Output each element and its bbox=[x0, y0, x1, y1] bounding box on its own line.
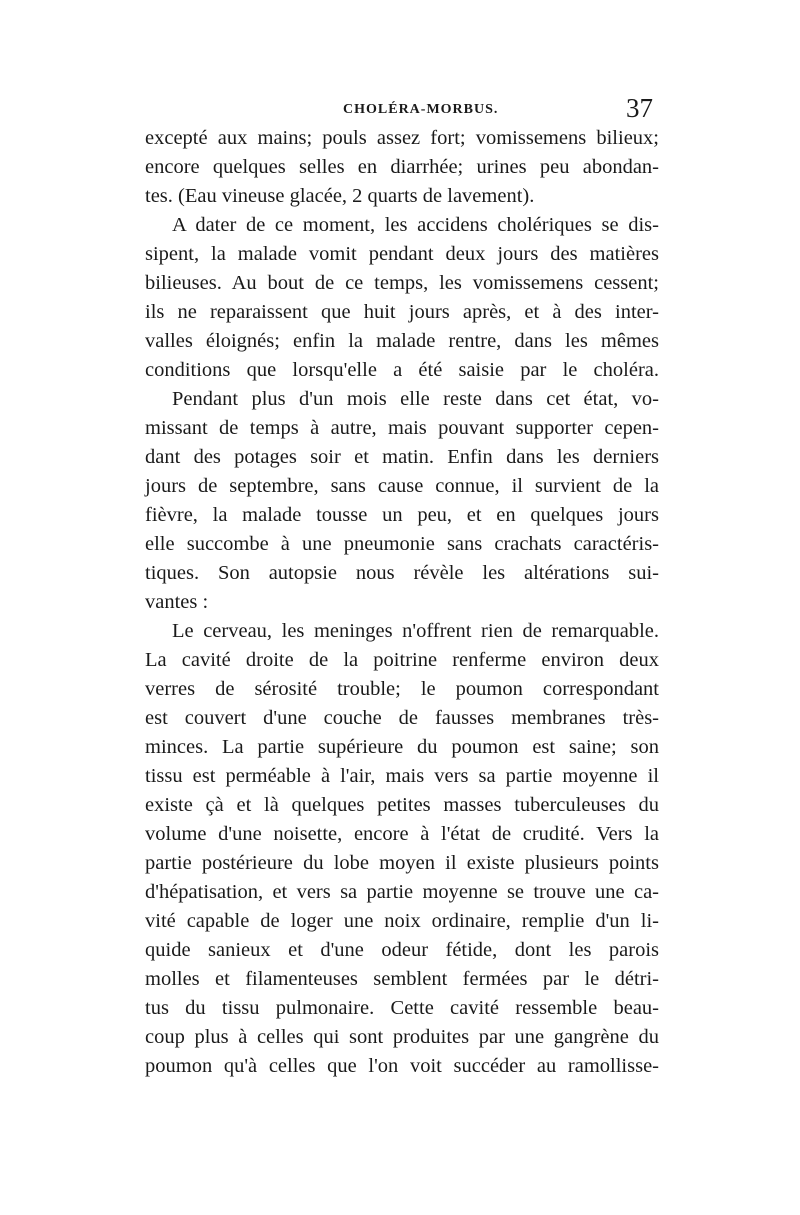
text-line: tes. (Eau vineuse glacée, 2 quarts de lavement). bbox=[145, 185, 535, 207]
text-line: tus du tissu pulmonaire. Cette cavité ressemble beau- bbox=[145, 997, 659, 1019]
text-line: dant des potages soir et matin. Enfin dans les derniers bbox=[145, 446, 659, 468]
text-line: volume d'une noisette, encore à l'état de crudité. Vers la bbox=[145, 823, 659, 845]
text-line: verres de sérosité trouble; le poumon correspondant bbox=[145, 678, 659, 700]
running-head-title: CHOLÉRA-MORBUS. bbox=[343, 102, 499, 117]
text-line: jours de septembre, sans cause connue, il survient de la bbox=[145, 475, 659, 497]
text-line: ils ne reparaissent que huit jours après, et à des inter- bbox=[145, 301, 659, 323]
text-line: tiques. Son autopsie nous révèle les altérations sui- bbox=[145, 562, 659, 584]
text-line: minces. La partie supérieure du poumon est saine; son bbox=[145, 736, 659, 758]
text-line: encore quelques selles en diarrhée; urines peu abondan- bbox=[145, 156, 659, 178]
text-line: A dater de ce moment, les accidens cholériques se dis- bbox=[172, 214, 659, 236]
text-line: fièvre, la malade tousse un peu, et en quelques jours bbox=[145, 504, 659, 526]
text-line: partie postérieure du lobe moyen il existe plusieurs points bbox=[145, 852, 659, 874]
text-line: valles éloignés; enfin la malade rentre, dans les mêmes bbox=[145, 330, 659, 352]
text-line: La cavité droite de la poitrine renferme environ deux bbox=[145, 649, 659, 671]
text-line: poumon qu'à celles que l'on voit succéder au ramollisse- bbox=[145, 1055, 659, 1077]
text-line: quide sanieux et d'une odeur fétide, dont les parois bbox=[145, 939, 659, 961]
text-line: d'hépatisation, et vers sa partie moyenne se trouve une ca- bbox=[145, 881, 659, 903]
text-line: Pendant plus d'un mois elle reste dans cet état, vo- bbox=[172, 388, 659, 410]
text-line: sipent, la malade vomit pendant deux jours des matières bbox=[145, 243, 659, 265]
text-line: conditions que lorsqu'elle a été saisie par le choléra. bbox=[145, 359, 659, 381]
text-line: vantes : bbox=[145, 591, 209, 613]
page-number: 37 bbox=[626, 93, 653, 123]
text-line: existe çà et là quelques petites masses tuberculeuses du bbox=[145, 794, 659, 816]
text-line: vité capable de loger une noix ordinaire, remplie d'un li- bbox=[145, 910, 659, 932]
text-line: Le cerveau, les meninges n'offrent rien de remarquable. bbox=[172, 620, 659, 642]
text-line: elle succombe à une pneumonie sans crachats caractéris- bbox=[145, 533, 659, 555]
text-line: excepté aux mains; pouls assez fort; vomissemens bilieux; bbox=[145, 127, 659, 149]
text-line: coup plus à celles qui sont produites par une gangrène du bbox=[145, 1026, 659, 1048]
text-line: est couvert d'une couche de fausses membranes très- bbox=[145, 707, 659, 729]
text-line: tissu est perméable à l'air, mais vers sa partie moyenne il bbox=[145, 765, 659, 787]
text-line: bilieuses. Au bout de ce temps, les vomissemens cessent; bbox=[145, 272, 659, 294]
text-line: molles et filamenteuses semblent fermées par le détri- bbox=[145, 968, 659, 990]
text-line: missant de temps à autre, mais pouvant supporter cepen- bbox=[145, 417, 659, 439]
